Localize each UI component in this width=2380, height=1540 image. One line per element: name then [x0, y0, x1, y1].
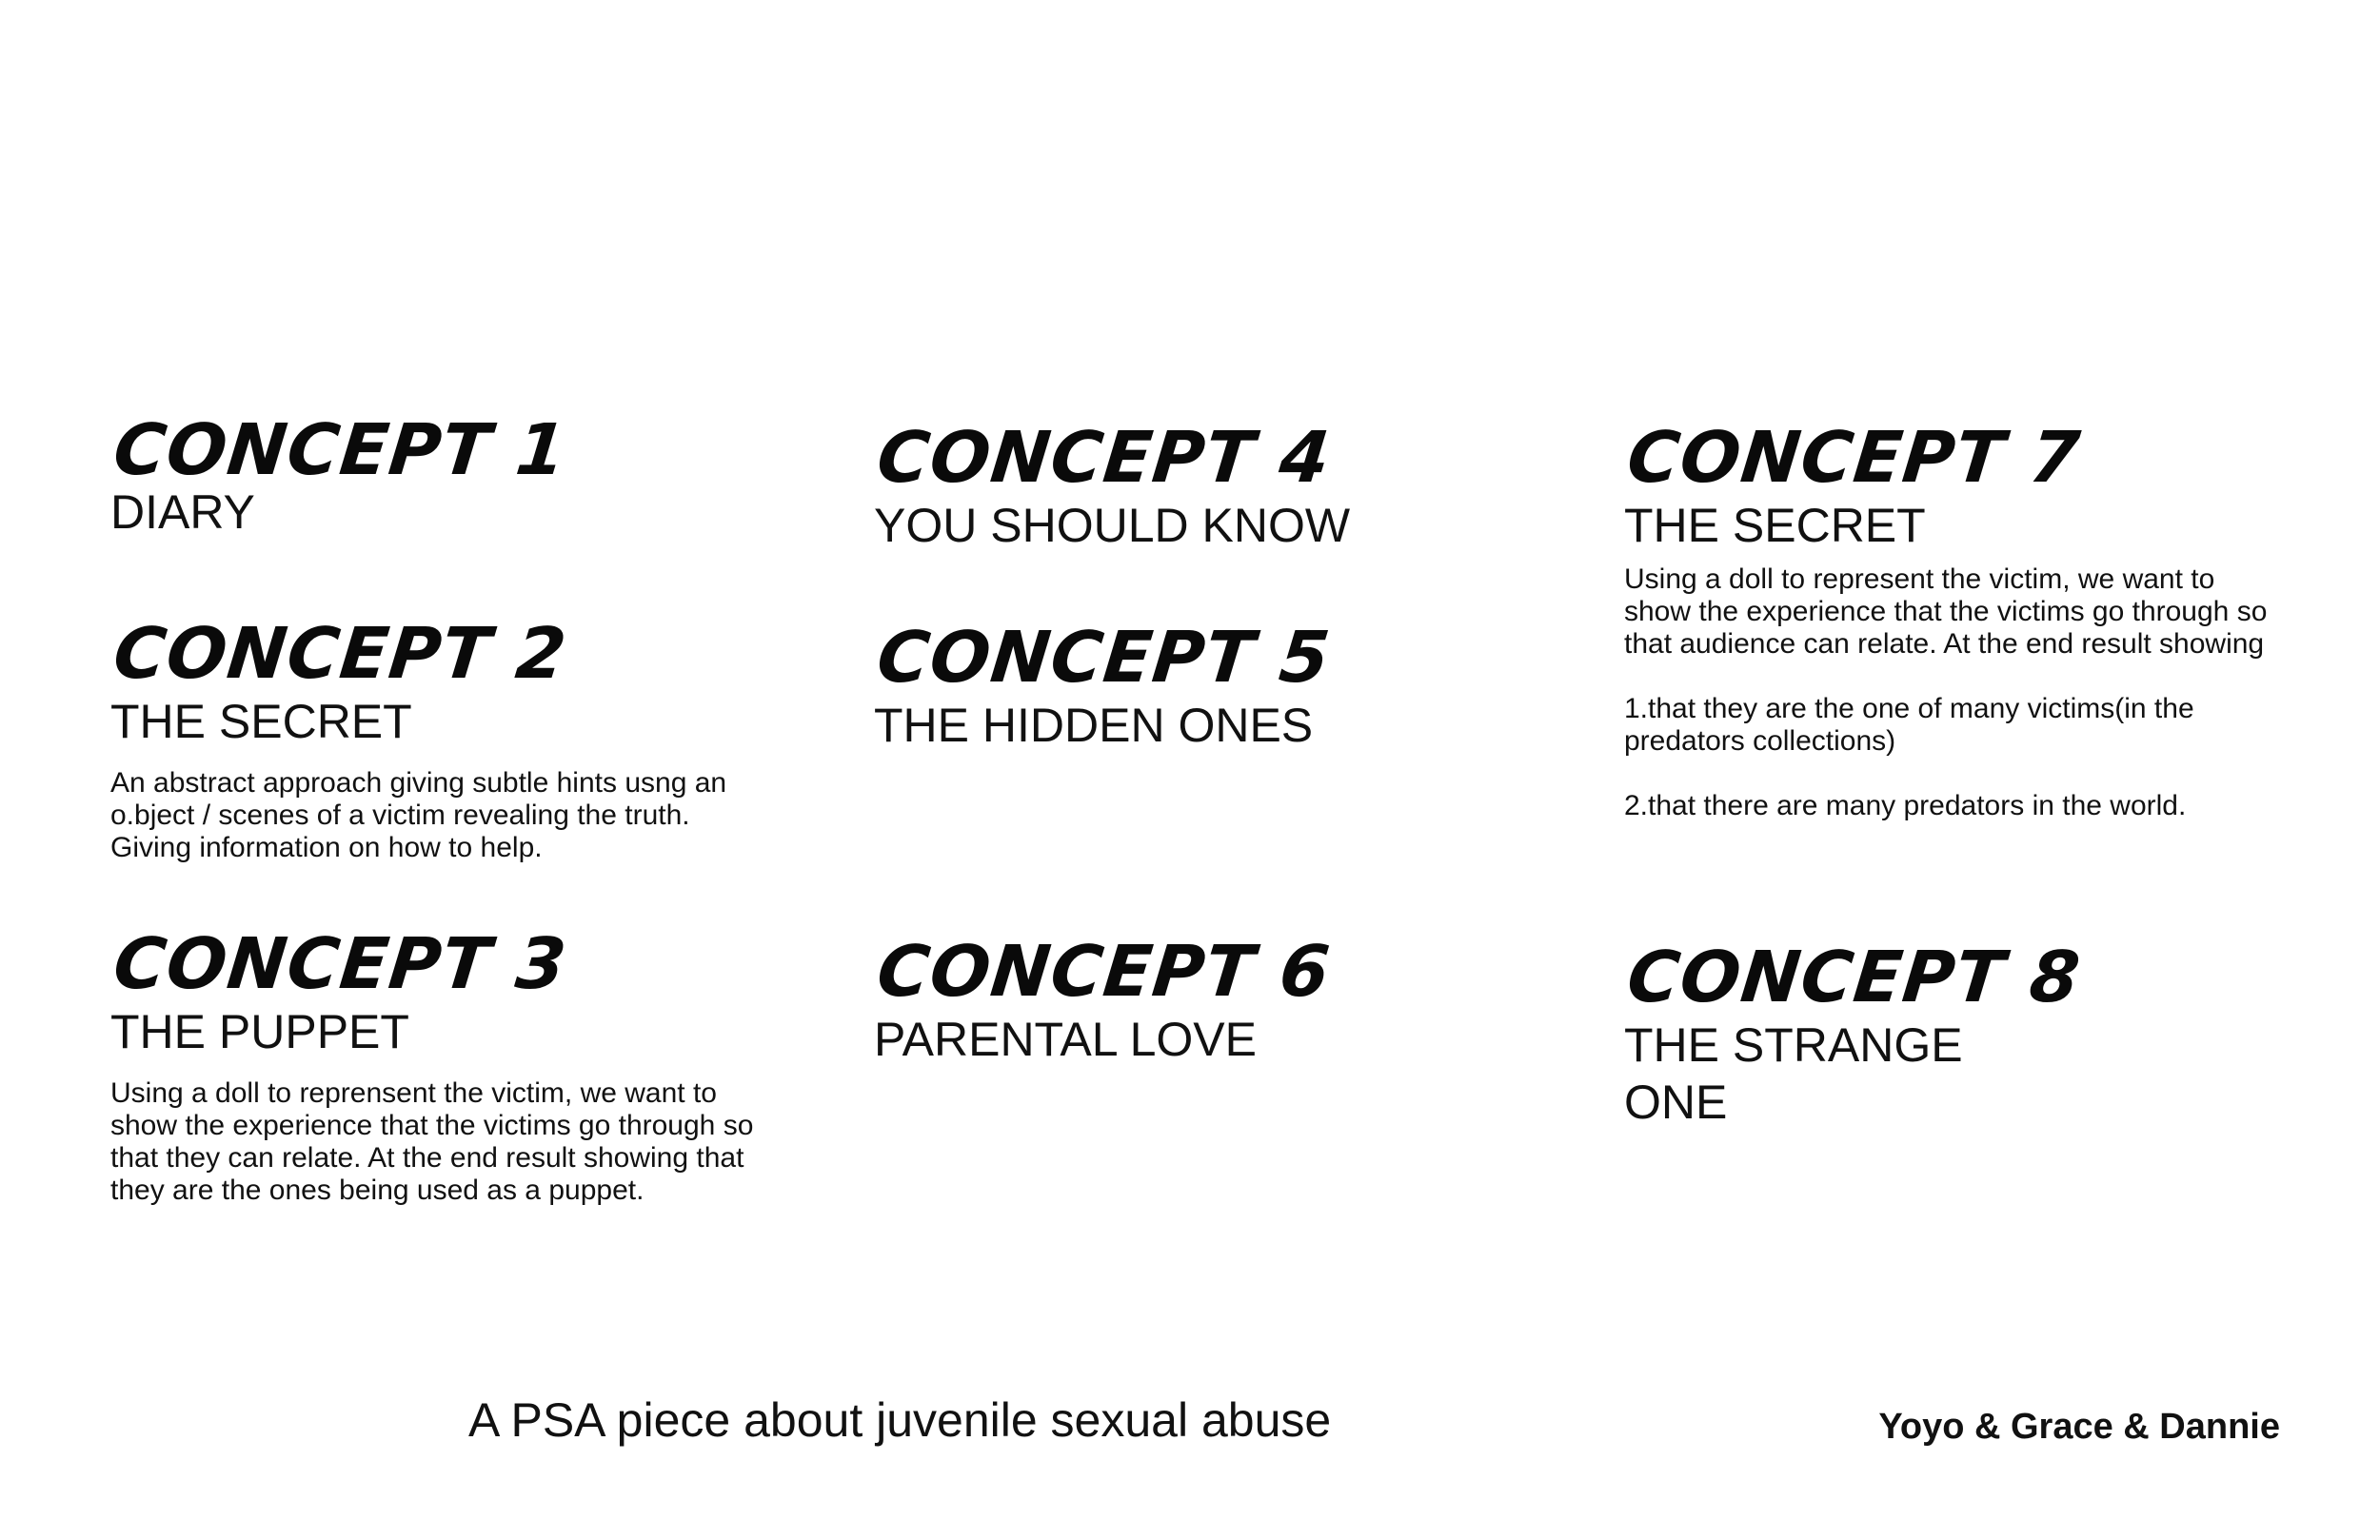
concept-6-label: CONCEPT 6: [873, 931, 1335, 1013]
concept-6: [873, 931, 1335, 1068]
concept-3: [109, 923, 754, 1207]
concept-1-label: CONCEPT 1: [109, 409, 571, 491]
concept-7: [1623, 417, 2268, 822]
concept-2-label: CONCEPT 2: [109, 613, 571, 695]
team-credits: Yoyo & Grace & Dannie: [1878, 1407, 2280, 1447]
concept-5-title: THE HIDDEN ONES: [874, 699, 1314, 752]
concept-4-label: CONCEPT 4: [873, 417, 1335, 499]
concept-8: [1623, 937, 2085, 1131]
concept-3-label: CONCEPT 3: [109, 923, 571, 1005]
concept-1: [109, 409, 571, 541]
concept-4-title: YOU SHOULD KNOW: [874, 499, 1351, 552]
concept-8-title: THE STRANGE ONE: [1624, 1018, 1963, 1129]
concept-6-title: PARENTAL LOVE: [874, 1013, 1257, 1066]
concept-2: [109, 613, 727, 864]
psa-tagline: A PSA piece about juvenile sexual abuse: [468, 1393, 1332, 1447]
concept-4: [873, 417, 1351, 554]
concept-8-label: CONCEPT 8: [1623, 937, 2085, 1018]
concept-7-title: THE SECRET: [1624, 499, 1926, 552]
concept-1-title: DIARY: [110, 485, 255, 539]
concept-3-description: Using a doll to reprensent the victim, we want to show the experience that the victims go through so that they can relate. At the end result showing that they are the ones being used as a puppet.: [110, 1077, 754, 1206]
concept-7-description: Using a doll to represent the victim, we want to show the experience that the victims go through so that audience can relate. At the end result showing 1.that they are the one of many victims(in the predators collections) 2.that there are many predators in the world.: [1624, 563, 2268, 821]
concept-2-description: An abstract approach giving subtle hints usng an o.bject / scenes of a victim revealing the truth. Giving information on how to help.: [110, 767, 727, 863]
concept-5-label: CONCEPT 5: [873, 617, 1335, 699]
concept-7-label: CONCEPT 7: [1623, 417, 2085, 499]
concept-2-title: THE SECRET: [110, 695, 412, 748]
concept-3-title: THE PUPPET: [110, 1005, 409, 1058]
concept-5: [873, 617, 1335, 754]
